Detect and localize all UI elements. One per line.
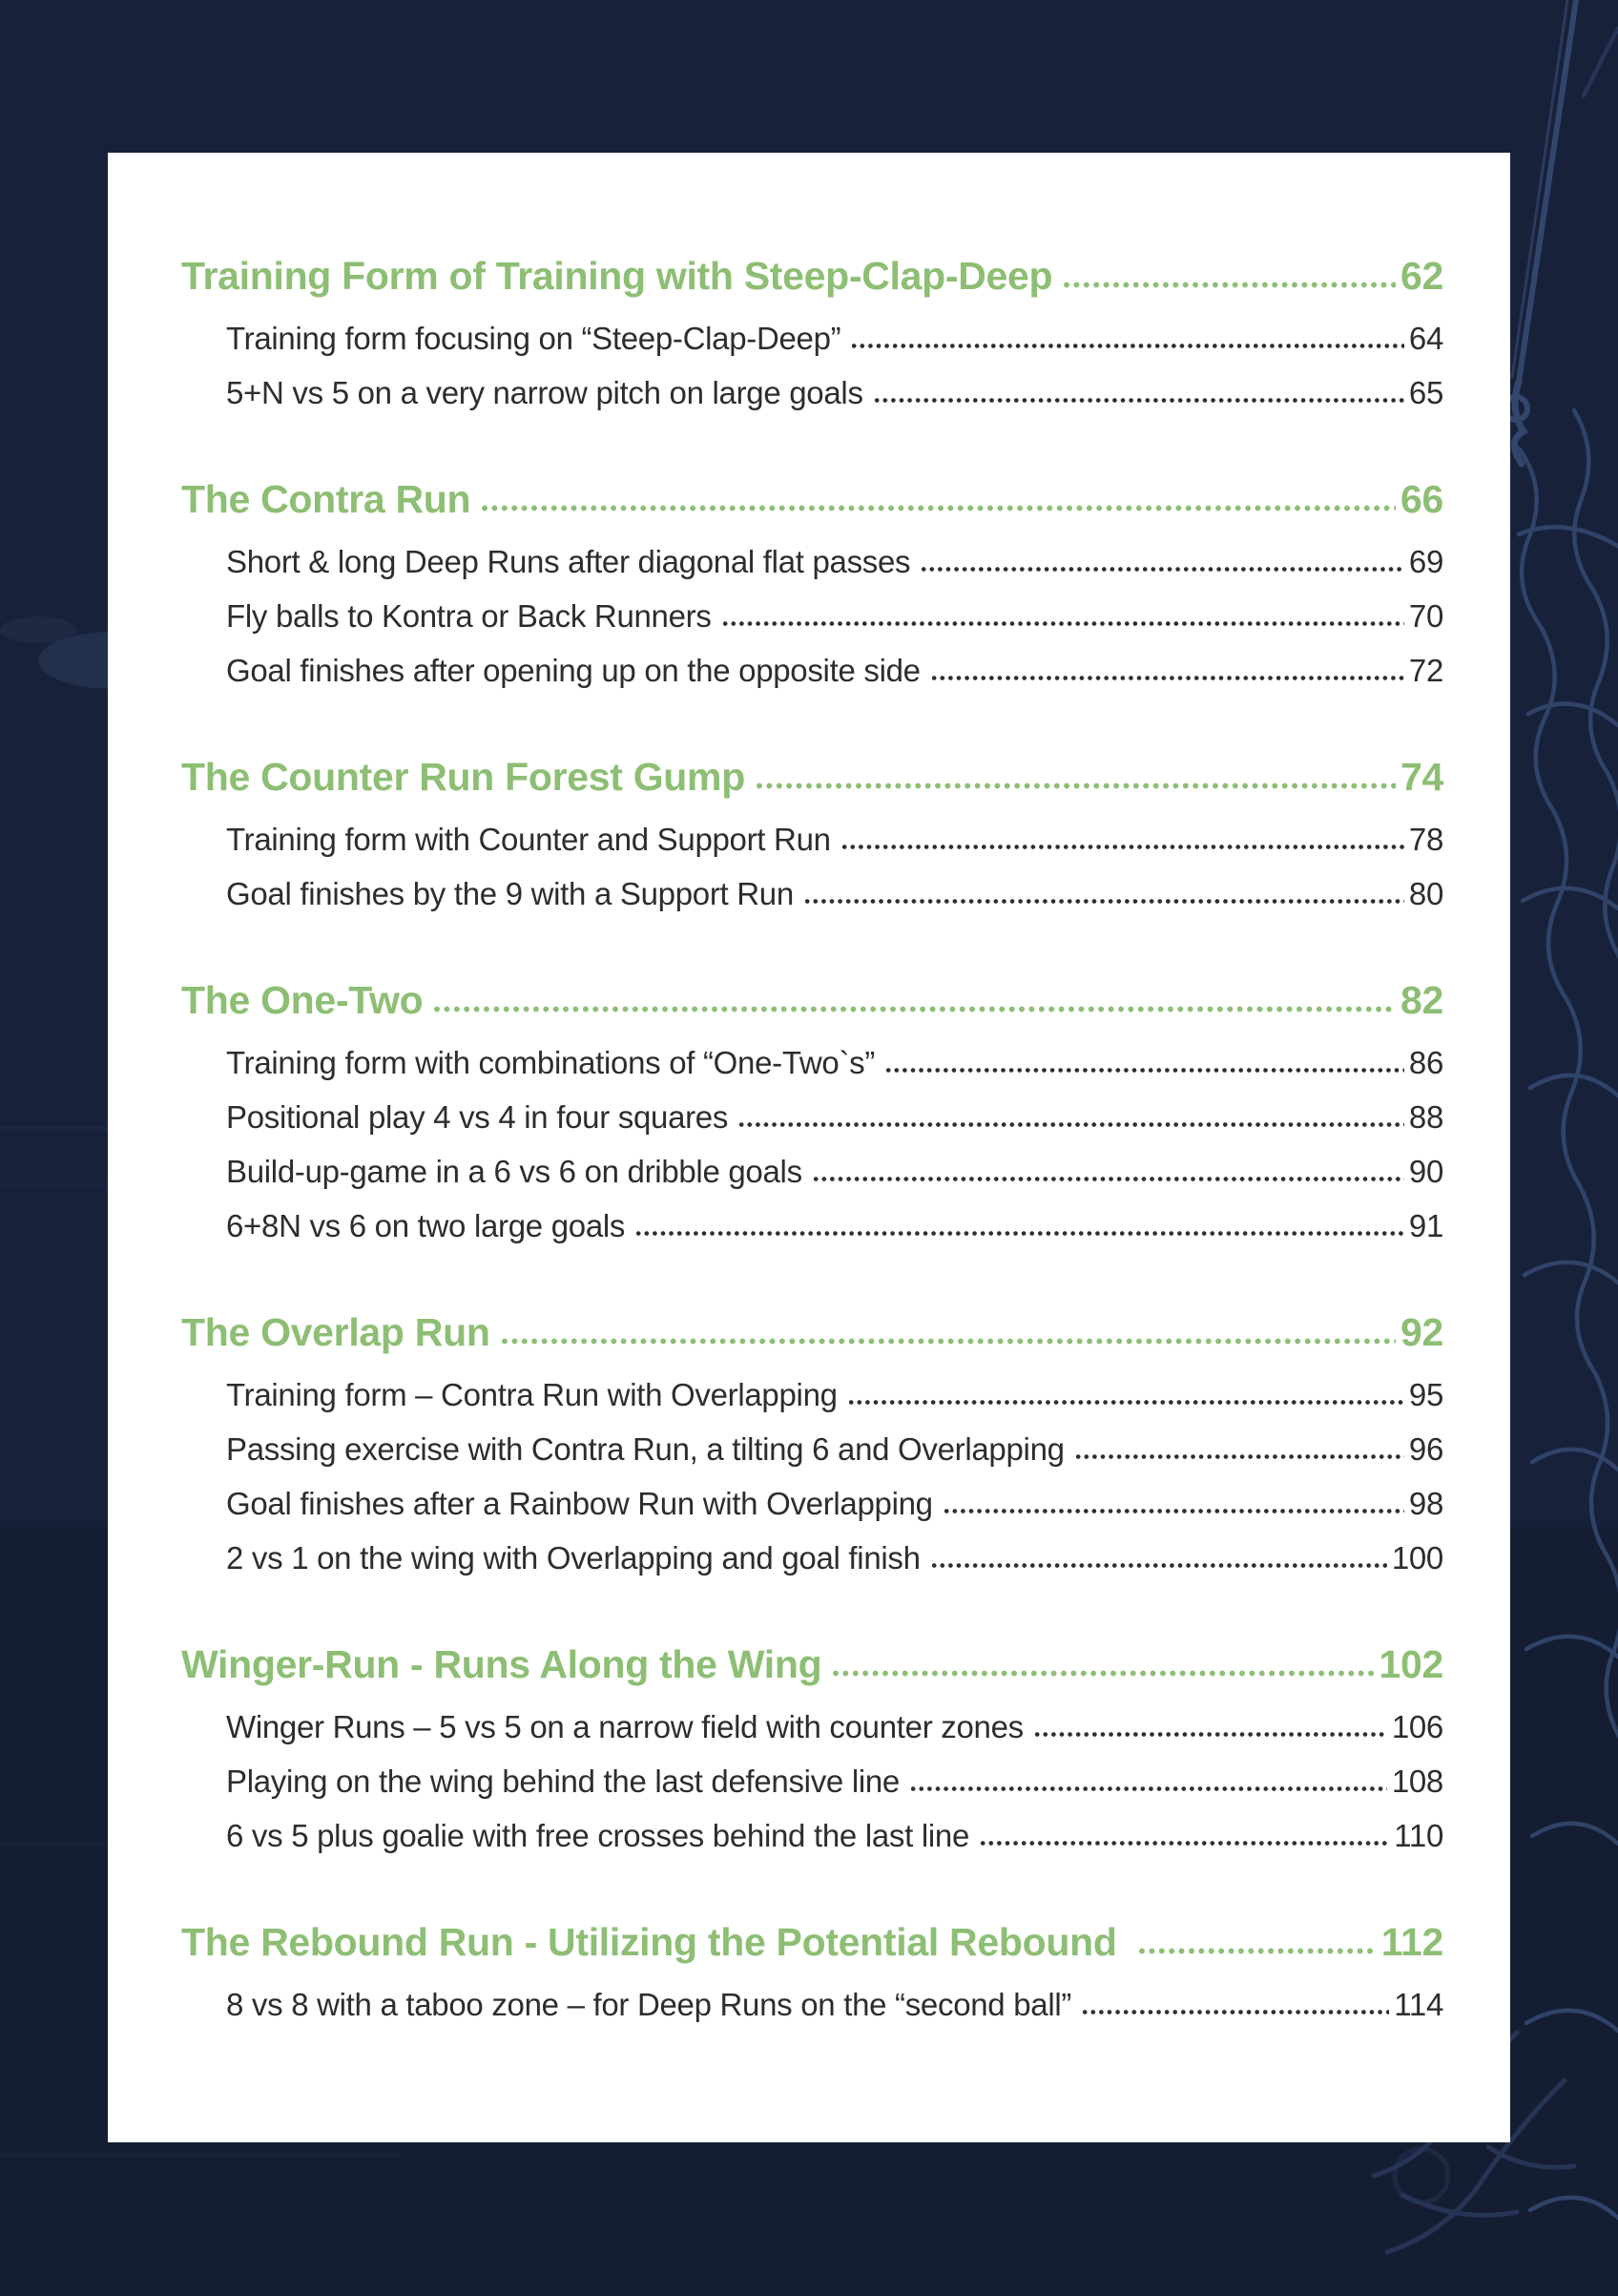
- toc-entry-row: [181, 1035, 1443, 1090]
- entry-label: 6 vs 5 plus goalie with free crosses behind the last line: [226, 1818, 970, 1853]
- toc-entry-row: [181, 311, 1443, 365]
- entry-label: Training form – Contra Run with Overlapping: [226, 1377, 838, 1412]
- toc-section-heading-row: [181, 976, 1443, 1024]
- entry-label: 6+8N vs 6 on two large goals: [226, 1208, 626, 1243]
- toc-entry-row: [181, 643, 1443, 698]
- section-title: The One-Two: [181, 978, 424, 1022]
- section-title: Winger-Run - Runs Along the Wing: [181, 1642, 822, 1686]
- section-page-number: 66: [1400, 477, 1443, 521]
- entry-page-number: 96: [1408, 1431, 1443, 1467]
- entry-page-number: 80: [1408, 876, 1443, 911]
- toc-entry-row: [181, 1090, 1443, 1144]
- section-title: The Counter Run Forest Gump: [181, 755, 745, 799]
- dot-leader: [813, 1176, 1404, 1182]
- dot-leader: [804, 898, 1404, 905]
- entry-page-number: 95: [1408, 1377, 1443, 1412]
- toc-entry-row: [181, 589, 1443, 643]
- section-page-number: 82: [1400, 978, 1443, 1022]
- entry-label: Goal finishes by the 9 with a Support Run: [226, 876, 794, 911]
- entry-label: Training form with Counter and Support Run: [226, 822, 831, 857]
- toc-entry-row: [181, 866, 1443, 921]
- entry-page-number: 72: [1408, 653, 1443, 688]
- dot-leader: [756, 782, 1396, 790]
- entry-page-number: 65: [1408, 375, 1443, 410]
- entry-label: Fly balls to Kontra or Back Runners: [226, 598, 712, 634]
- dot-leader: [501, 1337, 1396, 1346]
- dot-leader: [848, 1399, 1404, 1406]
- entry-page-number: 106: [1391, 1709, 1443, 1744]
- dot-leader: [931, 675, 1404, 681]
- toc-entry-row: [181, 1422, 1443, 1476]
- dot-leader: [1034, 1731, 1387, 1738]
- entry-page-number: 86: [1408, 1045, 1443, 1080]
- toc-entry-row: [181, 812, 1443, 866]
- entry-label: Winger Runs – 5 vs 5 on a narrow field with counter zones: [226, 1709, 1024, 1744]
- toc-entry-row: [181, 1808, 1443, 1863]
- section-page-number: 62: [1400, 254, 1443, 298]
- dot-leader: [874, 397, 1404, 404]
- toc-entry-row: [181, 365, 1443, 420]
- section-title: The Overlap Run: [181, 1310, 490, 1354]
- entry-label: 5+N vs 5 on a very narrow pitch on large goals: [226, 375, 863, 410]
- dot-leader: [738, 1121, 1404, 1128]
- toc-entry-row: [181, 1977, 1443, 2032]
- entry-page-number: 100: [1391, 1540, 1443, 1576]
- dot-leader: [832, 1669, 1374, 1678]
- section-page-number: 102: [1379, 1642, 1443, 1686]
- toc-entry-row: [181, 1700, 1443, 1754]
- entry-label: Passing exercise with Contra Run, a tilting 6 and Overlapping: [226, 1431, 1065, 1467]
- dot-leader: [1138, 1947, 1377, 1955]
- toc-section: [181, 252, 1443, 420]
- toc-section-heading-row: [181, 1640, 1443, 1688]
- toc-section-heading-row: [181, 252, 1443, 300]
- dot-leader: [481, 504, 1396, 512]
- toc-section: [181, 753, 1443, 921]
- dot-leader: [1082, 2009, 1389, 2015]
- entry-label: Build-up-game in a 6 vs 6 on dribble goals: [226, 1154, 802, 1189]
- toc-section: [181, 1308, 1443, 1585]
- toc-section-heading-row: [181, 1918, 1443, 1966]
- dot-leader: [433, 1005, 1396, 1013]
- entry-page-number: 88: [1408, 1099, 1443, 1135]
- entry-label: 2 vs 1 on the wing with Overlapping and goal finish: [226, 1540, 921, 1576]
- entry-label: 8 vs 8 with a taboo zone – for Deep Runs on the “second ball”: [226, 1987, 1072, 2022]
- entry-page-number: 91: [1408, 1208, 1443, 1243]
- toc-entry-row: [181, 1367, 1443, 1422]
- toc-entry-row: [181, 1754, 1443, 1808]
- section-title: The Contra Run: [181, 477, 471, 521]
- entry-page-number: 98: [1408, 1486, 1443, 1521]
- dot-leader: [921, 566, 1404, 573]
- dot-leader: [944, 1508, 1404, 1514]
- toc-entry-row: [181, 1144, 1443, 1199]
- toc-section-heading-row: [181, 1308, 1443, 1356]
- toc-section: [181, 1640, 1443, 1863]
- dot-leader: [635, 1230, 1404, 1237]
- entry-page-number: 70: [1408, 598, 1443, 634]
- dot-leader: [931, 1562, 1387, 1569]
- toc-section: [181, 475, 1443, 698]
- section-page-number: 112: [1380, 1920, 1443, 1964]
- dot-leader: [1063, 281, 1396, 289]
- dot-leader: [851, 343, 1404, 349]
- entry-page-number: 69: [1408, 544, 1443, 579]
- entry-page-number: 114: [1394, 1987, 1443, 2022]
- dot-leader: [722, 620, 1404, 627]
- entry-page-number: 108: [1391, 1764, 1443, 1799]
- toc-page-sheet: [108, 153, 1510, 2142]
- entry-label: Training form with combinations of “One-Two`s”: [226, 1045, 876, 1080]
- entry-label: Playing on the wing behind the last defensive line: [226, 1764, 900, 1799]
- section-page-number: 74: [1400, 755, 1443, 799]
- table-of-contents: [108, 153, 1510, 2032]
- entry-label: Positional play 4 vs 4 in four squares: [226, 1099, 729, 1135]
- entry-page-number: 64: [1408, 321, 1443, 356]
- toc-section: [181, 976, 1443, 1253]
- toc-section-heading-row: [181, 753, 1443, 801]
- toc-entry-row: [181, 1199, 1443, 1253]
- toc-section: [181, 1918, 1443, 2032]
- entry-label: Training form focusing on “Steep-Clap-Deep”: [226, 321, 841, 356]
- dot-leader: [980, 1840, 1389, 1847]
- dot-leader: [841, 844, 1404, 850]
- dot-leader: [910, 1785, 1387, 1792]
- entry-label: Short & long Deep Runs after diagonal flat passes: [226, 544, 911, 579]
- entry-page-number: 78: [1408, 822, 1443, 857]
- entry-page-number: 90: [1408, 1154, 1443, 1189]
- dot-leader: [1075, 1453, 1404, 1460]
- entry-page-number: 110: [1394, 1818, 1443, 1853]
- toc-entry-row: [181, 1531, 1443, 1585]
- dot-leader: [885, 1067, 1404, 1074]
- section-title: Training Form of Training with Steep-Clap-Deep: [181, 254, 1053, 298]
- toc-entry-row: [181, 1476, 1443, 1531]
- entry-label: Goal finishes after a Rainbow Run with Overlapping: [226, 1486, 933, 1521]
- toc-section-heading-row: [181, 475, 1443, 523]
- section-title: The Rebound Run - Utilizing the Potential Rebound: [181, 1920, 1128, 1964]
- entry-label: Goal finishes after opening up on the opposite side: [226, 653, 921, 688]
- toc-entry-row: [181, 534, 1443, 589]
- section-page-number: 92: [1400, 1310, 1443, 1354]
